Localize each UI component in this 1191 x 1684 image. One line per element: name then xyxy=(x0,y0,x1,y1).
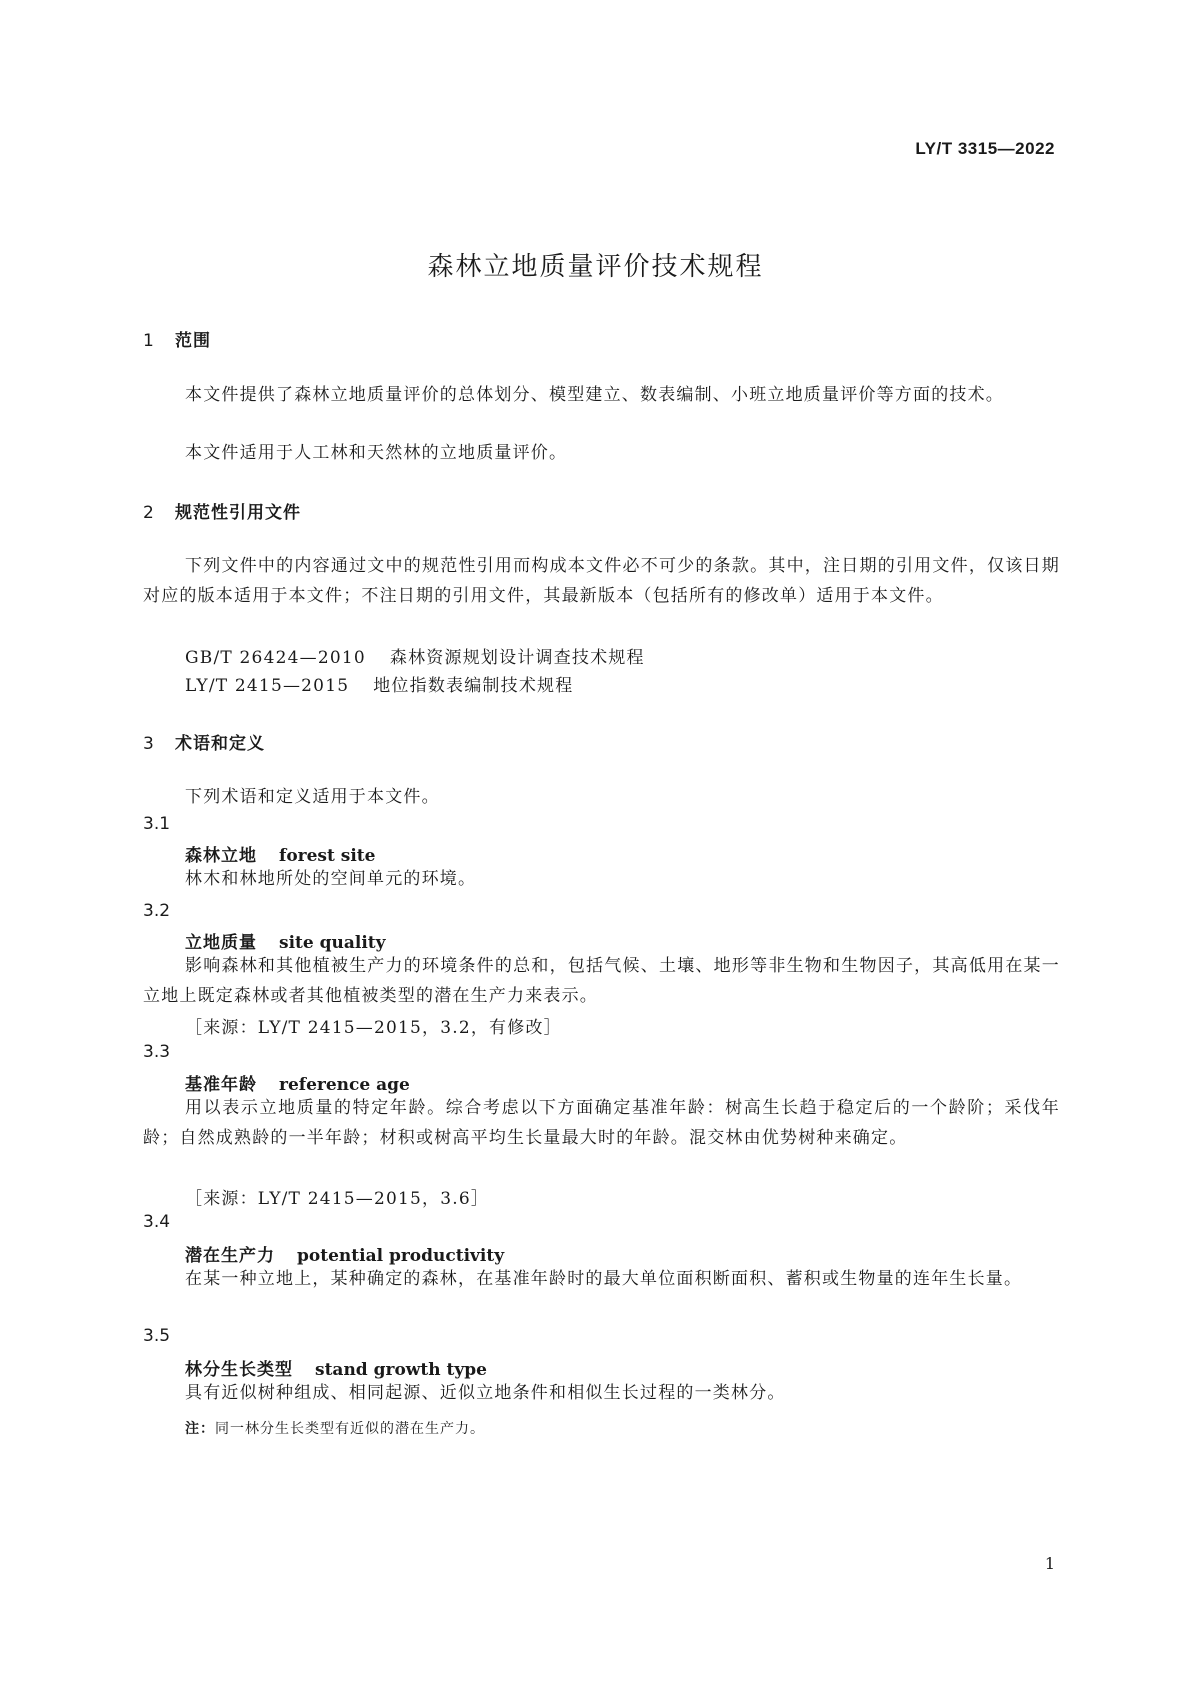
term-zh: 立地质量 xyxy=(185,933,257,953)
term-name xyxy=(185,1355,487,1380)
section-3-intro: 下列术语和定义适用于本文件。 xyxy=(185,787,440,807)
section-3-heading xyxy=(143,729,265,754)
term-source: ［来源：LY/T 2415—2015，3.6］ xyxy=(185,1189,490,1209)
term-number: 3.4 xyxy=(143,1212,171,1232)
standard-code: LY/T 3315—2022 xyxy=(915,139,1055,158)
note-text: 同一林分生长类型有近似的潜在生产力。 xyxy=(215,1421,485,1437)
term-note xyxy=(185,1418,485,1438)
document-title: 森林立地质量评价技术规程 xyxy=(427,252,764,282)
note-label: 注： xyxy=(185,1421,215,1437)
term-name xyxy=(185,928,386,953)
term-en: forest site xyxy=(279,846,376,866)
reference-code: GB/T 26424—2010 xyxy=(185,648,366,668)
page-number: 1 xyxy=(1044,1554,1055,1573)
term-en: site quality xyxy=(279,933,386,953)
section-1-heading xyxy=(143,326,211,351)
section-title: 范围 xyxy=(175,331,211,351)
term-en: potential productivity xyxy=(297,1246,505,1266)
term-number: 3.3 xyxy=(143,1042,171,1062)
section-2-paragraph-1: 下列文件中的内容通过文中的规范性引用而构成本文件必不可少的条款。其中，注日期的引用文件，仅该日期对应的版本适用于本文件；不注日期的引用文件，其最新版本（包括所有的修改单）适用于本文件。 xyxy=(143,556,1060,606)
section-number: 2 xyxy=(143,503,155,523)
section-2-heading xyxy=(143,498,301,523)
term-definition: 林木和林地所处的空间单元的环境。 xyxy=(185,869,477,889)
term-en: reference age xyxy=(279,1075,410,1095)
term-name xyxy=(185,1241,504,1266)
reference-item xyxy=(185,671,573,696)
section-number: 3 xyxy=(143,734,155,754)
reference-name: 森林资源规划设计调查技术规程 xyxy=(389,648,645,668)
term-number: 3.5 xyxy=(143,1326,171,1346)
section-1-paragraph-1: 本文件提供了森林立地质量评价的总体划分、模型建立、数表编制、小班立地质量评价等方面的技术。 xyxy=(185,385,1004,405)
section-1-paragraph-2: 本文件适用于人工林和天然林的立地质量评价。 xyxy=(185,443,568,463)
term-name xyxy=(185,1070,410,1095)
term-number: 3.1 xyxy=(143,814,171,834)
term-zh: 潜在生产力 xyxy=(185,1246,275,1266)
reference-name: 地位指数表编制技术规程 xyxy=(373,676,574,696)
term-en: stand growth type xyxy=(315,1360,487,1380)
term-source: ［来源：LY/T 2415—2015，3.2，有修改］ xyxy=(185,1018,562,1038)
section-number: 1 xyxy=(143,331,155,351)
term-name xyxy=(185,841,375,866)
term-zh: 森林立地 xyxy=(185,846,257,866)
term-definition: 在某一种立地上，某种确定的森林，在基准年龄时的最大单位面积断面积、蓄积或生物量的连年生长量。 xyxy=(185,1269,1023,1289)
term-number: 3.2 xyxy=(143,901,171,921)
section-title: 术语和定义 xyxy=(175,734,265,754)
term-definition: 用以表示立地质量的特定年龄。综合考虑以下方面确定基准年龄：树高生长趋于稳定后的一个龄阶；采伐年龄；自然成熟龄的一半年龄；材积或树高平均生长量最大时的年龄。混交林由优势树种来确定。 xyxy=(143,1098,1060,1148)
reference-code: LY/T 2415—2015 xyxy=(185,676,350,696)
reference-item xyxy=(185,643,645,668)
term-zh: 基准年龄 xyxy=(185,1075,257,1095)
term-definition: 具有近似树种组成、相同起源、近似立地条件和相似生长过程的一类林分。 xyxy=(185,1383,786,1403)
term-zh: 林分生长类型 xyxy=(185,1360,293,1380)
term-definition: 影响森林和其他植被生产力的环境条件的总和，包括气候、土壤、地形等非生物和生物因子，其高低用在某一立地上既定森林或者其他植被类型的潜在生产力来表示。 xyxy=(143,956,1060,1006)
section-title: 规范性引用文件 xyxy=(175,503,301,523)
